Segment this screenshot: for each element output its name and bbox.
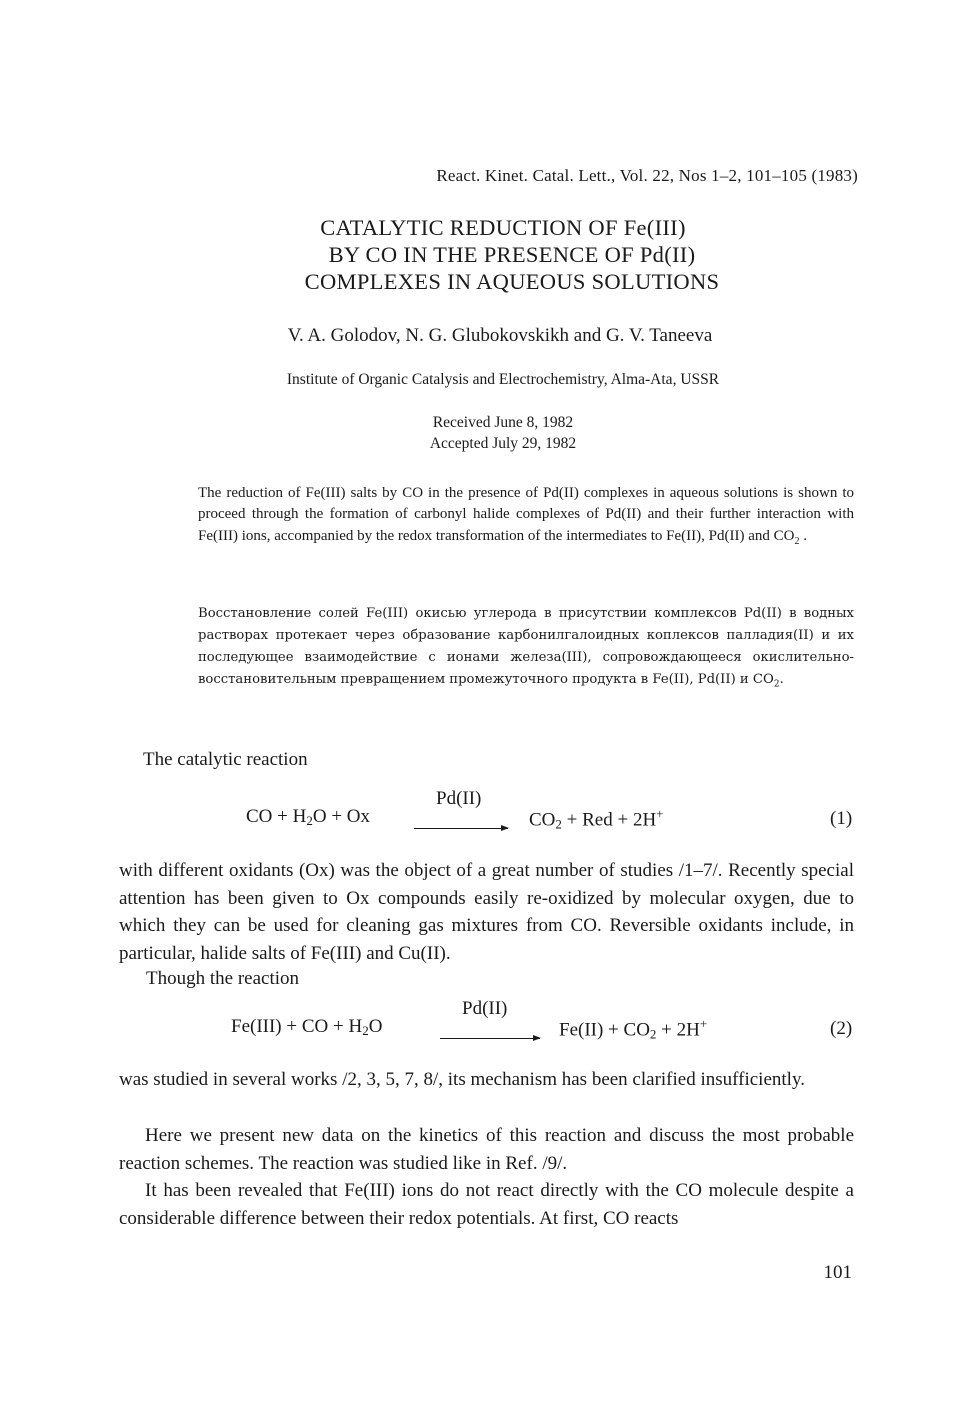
- received-date: Received June 8, 1982: [432, 414, 574, 431]
- eq2-right-a: Fe(II) + CO: [559, 1019, 650, 1041]
- eq1-catalyst: Pd(II): [436, 788, 482, 809]
- eq1-left-a: CO + H: [246, 806, 307, 827]
- title-line-2: BY CO IN THE PRESENCE OF Pd(II): [328, 242, 696, 267]
- abstract-russian-text: Восстановление солей Fe(III) окисью углерода в присутствии комплексов Pd(II) в водных растворах протекает через образование карбонилгалоидных коплексов палладия(II) и их последующее взаимодействие с ионами железа(III), сопровождающееся окислительно-восстановительным превращением промежуточного продукта в Fe(II), Pd(II) и CO: [198, 606, 854, 687]
- authors: V. A. Golodov, N. G. Glubokovskikh and G. V. Taneeva: [287, 325, 713, 346]
- article-title: [0, 214, 976, 295]
- paragraph-5: Here we present new data on the kinetics of this reaction and discuss the most probable reaction schemes. The reaction was studied like in Ref. /9/.: [119, 1125, 854, 1174]
- eq2-right-b: + 2H: [661, 1019, 700, 1041]
- eq1-right-b: + Red + 2H: [566, 809, 657, 831]
- journal-reference: React. Kinet. Catal. Lett., Vol. 22, Nos 1–2, 101–105 (1983): [436, 166, 858, 185]
- eq1-arrow: [414, 819, 508, 837]
- eq1-number: (1): [830, 808, 853, 829]
- eq1-right-a: CO: [529, 809, 556, 831]
- institute: Institute of Organic Catalysis and Electrochemistry, Alma-Ata, USSR: [286, 371, 720, 388]
- eq2-arrow: [440, 1029, 540, 1047]
- page-number: 101: [823, 1262, 852, 1283]
- title-line-1: CATALYTIC REDUCTION OF Fe(III): [320, 215, 686, 240]
- equation-2: Fe(III) + CO + $H_2O$: [231, 1016, 383, 1038]
- eq1-left-b: O + Ox: [312, 806, 371, 827]
- equation-2-products: $Fe(II) + CO_2 + 2H^+$: [559, 1016, 708, 1042]
- eq2-catalyst: Pd(II): [462, 998, 508, 1019]
- eq2-left-b: O: [368, 1016, 383, 1037]
- paragraph-1: The catalytic reaction: [143, 749, 308, 770]
- abstract-russian: Восстановление солей Fe(III) окисью углерода в присутствии комплексов Pd(II) в водных растворах протекает через образование карбонилгалоидных коплексов палладия(II) и их последующее взаимодействие с ионами железа(III), сопровождающееся окислительно-восстановительным превращением промежуточного продукта в Fe(II), Pd(II) и $CO_2$.: [198, 606, 854, 690]
- eq2-number: (2): [830, 1018, 853, 1039]
- abstract-english: The reduction of Fe(III) salts by CO in the presence of Pd(II) complexes in aqueous solutions is shown to proceed through the formation of carbonyl halide complexes of Pd(II) and their further interaction with Fe(III) ions, accompanied by the redox transformation of the intermediates to Fe(II), Pd(II) and $CO_2$ .: [198, 485, 854, 547]
- eq2-left-a: Fe(III) + CO + H: [231, 1016, 363, 1037]
- equation-1-products: $CO_2$ + Red + 2H+: [529, 806, 664, 832]
- paragraph-2: with different oxidants (Ox) was the object of a great number of studies /1–7/. Recently special attention has been given to Ox compounds easily re-oxidized by molecular oxygen, due to which they can be used for cleaning gas mixtures from CO. Reversible oxidants include, in particular, halide salts of Fe(III) and Cu(II).: [119, 860, 854, 964]
- paragraph-3: Though the reaction: [146, 968, 300, 989]
- accepted-date: Accepted July 29, 1982: [429, 435, 577, 452]
- equation-1: CO + $H_2O + Ox$: [246, 806, 371, 828]
- paragraph-6: It has been revealed that Fe(III) ions do not react directly with the CO molecule despite a considerable difference between their redox potentials. At first, CO reacts: [119, 1180, 854, 1229]
- dates: [0, 412, 976, 454]
- abstract-english-text: The reduction of Fe(III) salts by CO in the presence of Pd(II) complexes in aqueous solutions is shown to proceed through the formation of carbonyl halide complexes of Pd(II) and their further interaction with Fe(III) ions, accompanied by the redox transformation of the intermediates to Fe(II), Pd(II) and CO: [198, 485, 854, 544]
- title-line-3: COMPLEXES IN AQUEOUS SOLUTIONS: [304, 269, 720, 294]
- paragraph-4: was studied in several works /2, 3, 5, 7, 8/, its mechanism has been clarified insufficiently.: [119, 1069, 805, 1090]
